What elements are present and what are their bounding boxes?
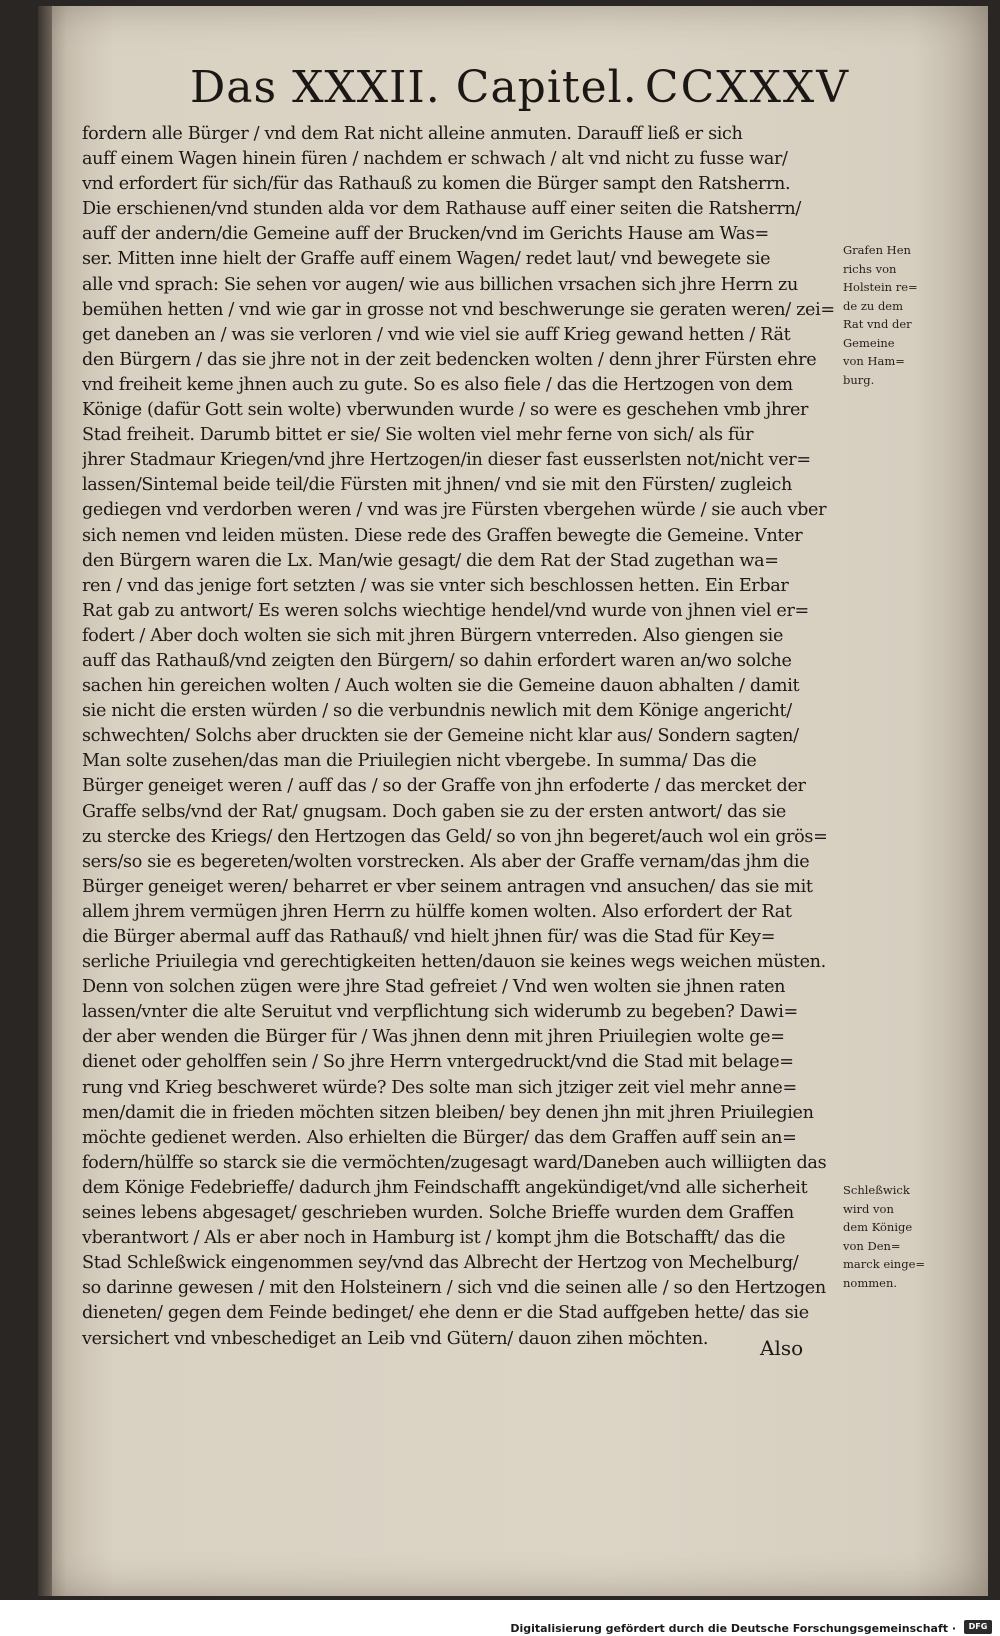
text-line: vberantwort / Als er aber noch in Hamburg ist / kompt jhm die Botschafft/ das die (82, 1228, 786, 1249)
funding-credit: Digitalisierung gefördert durch die Deutsche Forschungsgemeinschaft · (510, 1622, 956, 1635)
page-gutter-edge (38, 6, 52, 1596)
text-line: Bürger geneiget weren/ beharret er vber seinem antragen vnd ansuchen/ das sie mit (82, 876, 813, 897)
text-line: lassen/vnter die alte Seruitut vnd verpflichtung sich widerumb zu begeben? Dawi= (82, 1002, 798, 1023)
text-line: fodert / Aber doch wolten sie sich mit jhren Bürgern vnterreden. Also giengen sie (82, 625, 784, 646)
text-line: zu stercke des Kriegs/ den Hertzogen das Geld/ so von jhn begeret/auch wol ein grös= (82, 826, 828, 847)
margin-note-line: von Ham= (843, 354, 905, 368)
catchword: Also (760, 1336, 804, 1360)
margin-note-line: nommen. (843, 1275, 898, 1290)
folio-number: CCXXXV (644, 62, 850, 113)
text-line: sie nicht die ersten würden / so die verbundnis newlich mit dem Könige angericht/ (82, 701, 792, 722)
text-line: sich nemen vnd leiden müsten. Diese rede des Graffen bewegte die Gemeine. Vnter (82, 525, 803, 546)
text-line: sachen hin gereichen wolten / Auch wolten sie die Gemeine dauon abhalten / damit (82, 676, 800, 697)
text-line: auff das Rathauß/vnd zeigten den Bürgern/ so dahin erfordert waren an/wo solche (82, 650, 792, 671)
text-line: jhrer Stadmaur Kriegen/vnd jhre Hertzogen/in dieser fast eusserlsten not/nicht ver= (82, 450, 811, 471)
text-line: der aber wenden die Bürger für / Was jhnen denn mit jhren Priuilegien wolte ge= (82, 1027, 785, 1048)
text-line: vnd erfordert für sich/für das Rathauß zu komen die Bürger sampt den Ratsherrn. (82, 174, 791, 195)
text-line: so darinne gewesen / mit den Holsteinern / sich vnd die seinen alle / so den Hertzogen (82, 1278, 826, 1299)
margin-note-line: Rat vnd der (843, 317, 912, 331)
margin-note-line: de zu dem (843, 298, 904, 313)
text-line: möchte gedienet werden. Also erhielten die Bürger/ das dem Graffen auff sein an= (82, 1127, 797, 1148)
text-line: ser. Mitten inne hielt der Graffe auff einem Wagen/ redet laut/ vnd bewegete sie (82, 249, 771, 270)
text-line: schwechten/ Solchs aber druckten sie der Gemeine nicht klar aus/ Sondern sagten/ (82, 726, 799, 747)
text-line: Denn von solchen zügen were jhre Stad gefreiet / Vnd wen wolten sie jhnen raten (82, 977, 786, 998)
margin-note-line: wird von (843, 1201, 894, 1216)
text-line: dienet oder geholffen sein / So jhre Herrn vntergedruckt/vnd die Stad mit belage= (82, 1052, 794, 1073)
text-line: fordern alle Bürger / vnd dem Rat nicht alleine anmuten. Darauff ließ er sich (82, 124, 743, 144)
margin-note-line: von Den= (843, 1238, 901, 1253)
chapter-heading: Das XXXII. Capitel. (190, 62, 638, 113)
text-line: allem jhrem vermügen jhren Herrn zu hülffe komen wolten. Also erfordert der Rat (82, 901, 792, 922)
text-line: seines lebens abgesaget/ geschrieben wurden. Solche Brieffe wurden dem Graffen (82, 1203, 794, 1224)
text-line: auff einem Wagen hinein füren / nachdem er schwach / alt vnd nicht zu fusse war/ (82, 149, 788, 170)
text-line: vnd freiheit keme jhnen auch zu gute. So es also fiele / das die Hertzogen von dem (82, 374, 793, 395)
text-line: den Bürgern waren die Lx. Man/wie gesagt/ die dem Rat der Stad zugethan wa= (82, 550, 779, 571)
text-line: lassen/Sintemal beide teil/die Fürsten mit jhnen/ vnd sie mit den Fürsten/ zugleich (82, 475, 792, 496)
text-line: dem Könige Fedebrieffe/ dadurch jhm Feindschafft angekündiget/vnd alle sicherheit (82, 1177, 808, 1198)
text-line: Graffe selbs/vnd der Rat/ gnugsam. Doch gaben sie zu der ersten antwort/ das sie (82, 801, 786, 822)
text-line: Man solte zusehen/das man die Priuilegien nicht vbergebe. In summa/ Das die (82, 751, 757, 772)
margin-note-line: dem Könige (843, 1220, 913, 1234)
margin-note-graf-heinrich (843, 241, 918, 389)
text-line: men/damit die in frieden möchten sitzen bleiben/ bey denen jhn mit jhren Priuilegien (82, 1102, 814, 1123)
text-line: ren / vnd das jenige fort setzten / was sie vnter sich beschlossen hetten. Ein Erbar (82, 575, 789, 596)
text-line: Stad Schleßwick eingenommen sey/vnd das Albrecht der Hertzog von Mechelburg/ (82, 1253, 799, 1274)
text-line: Die erschienen/vnd stunden alda vor dem Rathause auff einer seiten die Ratsherrn/ (82, 199, 801, 220)
text-line: Rat gab zu antwort/ Es weren solchs wiechtige hendel/vnd wurde von jhnen viel er= (82, 600, 809, 621)
text-line: gediegen vnd verdorben weren / vnd was jre Fürsten vbergehen würde / sie auch vber (82, 500, 827, 521)
margin-note-schleswig (843, 1181, 925, 1292)
text-line: Stad freiheit. Darumb bittet er sie/ Sie wolten viel mehr ferne von sich/ als für (82, 425, 754, 446)
body-text (82, 122, 842, 1352)
text-line: Bürger geneiget weren / auff das / so der Graffe von jhn erfoderte / das mercket der (82, 776, 806, 797)
text-line: den Bürgern / das sie jhre not in der zeit bedencken wolten / denn jhrer Fürsten ehre (82, 349, 817, 370)
margin-note-line: Gemeine (843, 335, 895, 350)
margin-note-line: richs von (843, 261, 897, 276)
margin-note-line: marck einge= (843, 1257, 926, 1271)
text-line: die Bürger abermal auff das Rathauß/ vnd hielt jhnen für/ was die Stad für Key= (82, 927, 776, 947)
text-line: versichert vnd vnbeschediget an Leib vnd Gütern/ dauon zihen möchten. (82, 1328, 709, 1349)
text-line: fodern/hülffe so starck sie die vermöchten/zugesagt ward/Daneben auch williigten das (82, 1152, 827, 1173)
margin-note-line: Schleßwick (843, 1183, 910, 1197)
text-line: Könige (dafür Gott sein wolte) vberwunden wurde / so were es geschehen vmb jhrer (82, 400, 809, 421)
text-line: serliche Priuilegia vnd gerechtigkeiten hetten/dauon sie keines wegs weichen müsten. (82, 952, 826, 973)
footer-bar (0, 1600, 1000, 1636)
text-line: bemühen hetten / vnd wie gar in grosse not vnd beschwerunge sie geraten weren/ zei= (82, 299, 835, 320)
text-line: rung vnd Krieg beschweret würde? Des solte man sich jtziger zeit viel mehr anne= (82, 1077, 797, 1098)
margin-note-line: burg. (843, 372, 875, 387)
text-line: auff der andern/die Gemeine auff der Brucken/vnd im Gerichts Hause am Was= (82, 224, 769, 245)
margin-note-line: Grafen Hen (843, 243, 911, 257)
margin-note-line: Holstein re= (843, 280, 918, 294)
text-line: alle vnd sprach: Sie sehen vor augen/ wie aus billichen vrsachen sich jhre Herrn zu (82, 274, 798, 295)
text-line: sers/so sie es begereten/wolten vorstrecken. Als aber der Graffe vernam/das jhm die (82, 851, 810, 872)
text-line: dieneten/ gegen dem Feinde bedinget/ ehe denn er die Stad auffgeben hette/ das sie (82, 1303, 809, 1324)
text-line: get daneben an / was sie verloren / vnd wie viel sie auff Krieg gewand hetten / Rät (82, 324, 791, 345)
dfg-logo: DFG (964, 1620, 992, 1634)
